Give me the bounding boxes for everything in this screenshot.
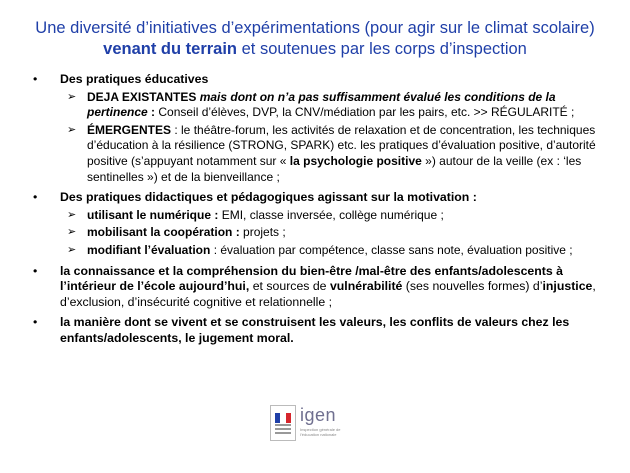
bullet-label: Des pratiques éducatives [60, 72, 209, 86]
bullet-list [0, 72, 630, 347]
sub-item-text: : évaluation par compétence, classe sans note, évaluation positive ; [210, 242, 573, 257]
bullet-dot-icon: • [33, 315, 38, 330]
bullet-connaissance [0, 264, 630, 311]
bullet-pratiques-didactiques [0, 190, 630, 206]
logo-wordmark: igen [300, 405, 337, 425]
sub-item-text: projets ; [239, 225, 286, 240]
bullet-text-b: (ses nouvelles formes) d’ [402, 279, 543, 294]
bullet-bold-b: vulnérabilité [329, 279, 403, 294]
arrow-bullet-icon: ➢ [67, 243, 77, 256]
arrow-bullet-icon: ➢ [67, 123, 77, 136]
bullet-valeurs [0, 315, 630, 346]
sub-item-numerique [0, 208, 630, 224]
bullet-dot-icon: • [33, 263, 38, 278]
sub-item-text: Conseil d’élèves, DVP, la CNV/médiation par les pairs, etc. >> RÉGULARITÉ ; [155, 105, 575, 120]
sub-item-bold-2: la psychologie positive [289, 153, 422, 168]
arrow-bullet-icon: ➢ [67, 208, 77, 221]
french-flag-icon [275, 410, 291, 420]
sub-item-bold: DEJA EXISTANTES [87, 89, 197, 104]
bullet-bold-c: injustice [542, 279, 593, 294]
sub-item-text: : le théâtre-forum, les activités de relaxation et de concentration, les techniques d’éducation à la résilience (STRONG, SPARK) etc. les pratiques d’évaluation positive, d’autorité positive (s’appuyant notamment sur « [87, 122, 596, 168]
sub-item-colon: : [147, 105, 156, 120]
logo-subtitle: Inspection générale de l’éducation nationale [300, 427, 341, 437]
sub-item-deja-existantes [0, 90, 630, 121]
sub-item-evaluation [0, 243, 630, 259]
sub-item-bold: ÉMERGENTES [87, 122, 172, 137]
republique-seal-icon [270, 405, 296, 441]
bullet-text-a: et sources de [249, 279, 330, 294]
bullet-label: Des pratiques didactiques et pédagogiques agissant sur la motivation : [60, 190, 477, 205]
slide-title [0, 18, 630, 60]
title-line-2-rest: et soutenues par les corps d’inspection [237, 40, 527, 58]
sub-item-bold: modifiant l’évaluation [87, 242, 211, 257]
bullet-pratiques-educatives [0, 72, 630, 88]
sub-item-bold: mobilisant la coopération : [87, 225, 240, 240]
sub-item-cooperation [0, 225, 630, 241]
sub-item-bold: utilisant le numérique : [87, 207, 219, 222]
bullet-dot-icon: • [33, 72, 38, 86]
title-line-2 [0, 39, 630, 60]
title-emphasis: venant du terrain [103, 40, 238, 58]
sub-item-text-2: ») autour de la veille (ex : ‘les sentinelles ») et de la bienveillance ; [87, 153, 582, 184]
sub-item-emergentes [0, 123, 630, 185]
bullet-text-c: , d’exclusion, d’insécurité cognitive et relationnelle ; [60, 279, 596, 309]
sub-item-text: EMI, classe inversée, collège numérique ; [218, 207, 444, 222]
bullet-bold-a: la connaissance et la compréhension du bien-être /mal-être des enfants/adolescents à l’intérieur de l’école aujourd’hui, [60, 263, 563, 294]
sub-item-italic: mais dont on n’a pas suffisamment évalué les conditions de la pertinence [87, 89, 556, 120]
arrow-bullet-icon: ➢ [67, 226, 77, 239]
title-line-1: Une diversité d’initiatives d’expérimentations (pour agir sur le climat scolaire) [35, 19, 595, 37]
bullet-dot-icon: • [33, 190, 38, 205]
bullet-label: la manière dont se vivent et se construisent les valeurs, les conflits de valeurs chez les enfants/adolescents, le jugement moral. [60, 315, 570, 345]
arrow-bullet-icon: ➢ [67, 90, 77, 103]
